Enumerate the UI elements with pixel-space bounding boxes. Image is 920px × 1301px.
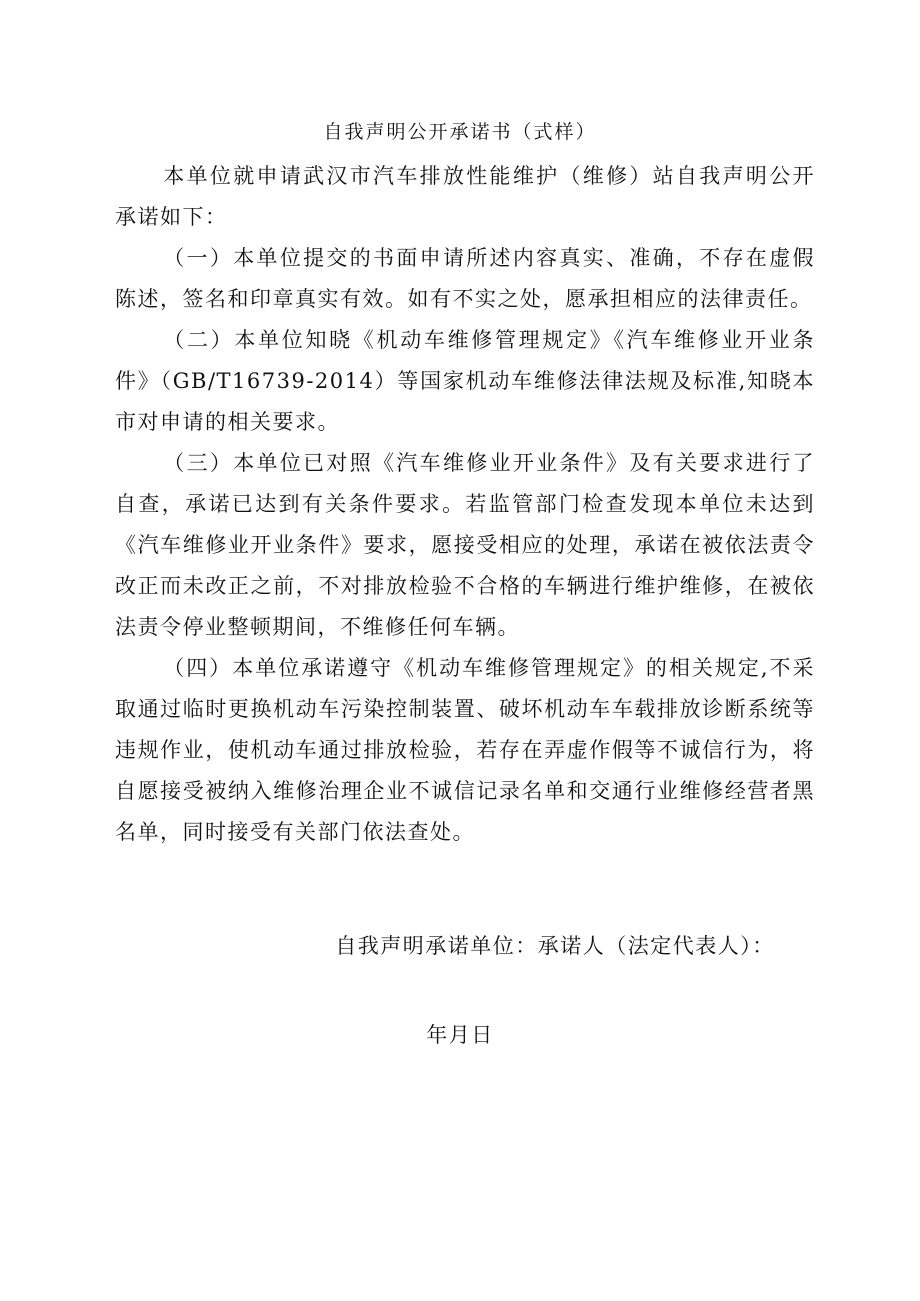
clause-2-paragraph: （二）本单位知晓《机动车维修管理规定》《汽车维修业开业条件》（GB/T16739-2014）等国家机动车维修法律法规及标准,知晓本市对申请的相关要求。 bbox=[115, 328, 815, 434]
intro-paragraph: 本单位就申请武汉市汽车排放性能维护（维修）站自我声明公开承诺如下： bbox=[115, 164, 815, 229]
signature-line: 自我声明承诺单位：承诺人（法定代表人）： bbox=[335, 934, 775, 958]
date-line: 年月日 bbox=[426, 1023, 494, 1047]
clause-4-paragraph: （四）本单位承诺遵守《机动车维修管理规定》的相关规定,不采取通过临时更换机动车污染控制装置、破坏机动车车载排放诊断系统等违规作业，使机动车通过排放检验，若存在弄虚作假等不诚信行为，将自愿接受被纳入维修治理企业不诚信记录名单和交通行业维修经营者黑名单，同时接受有关部门依法查处。 bbox=[115, 656, 815, 844]
document-title: 自我声明公开承诺书（式样） bbox=[323, 121, 597, 143]
clause-3-paragraph: （三）本单位已对照《汽车维修业开业条件》及有关要求进行了自查，承诺已达到有关条件要求。若监管部门检查发现本单位未达到《汽车维修业开业条件》要求，愿接受相应的处理，承诺在被依法责令改正而未改正之前，不对排放检验不合格的车辆进行维护维修，在被依法责令停业整顿期间，不维修任何车辆。 bbox=[115, 451, 815, 639]
clause-1-paragraph: （一）本单位提交的书面申请所述内容真实、准确，不存在虚假陈述，签名和印章真实有效。如有不实之处，愿承担相应的法律责任。 bbox=[115, 246, 815, 311]
document-body bbox=[115, 156, 815, 853]
